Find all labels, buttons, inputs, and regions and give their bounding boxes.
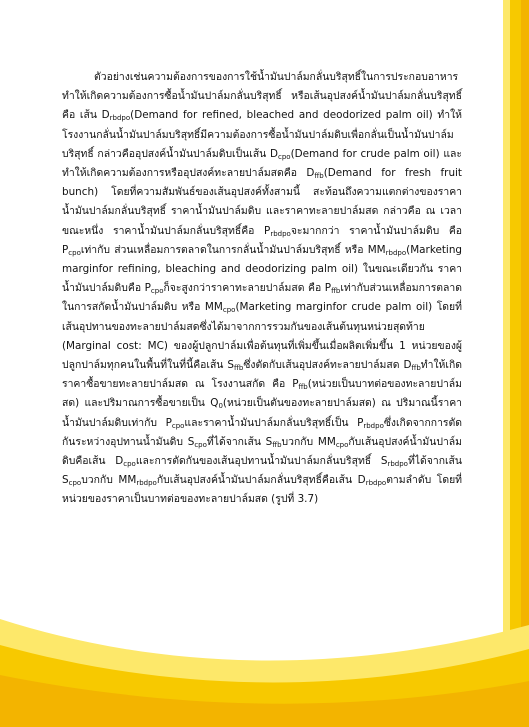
subscript: cpo — [68, 248, 81, 257]
subscript: rbdpo — [387, 460, 408, 469]
subscript: 0 — [218, 402, 223, 411]
text-run: (หน่วยเป็นบาทต่อของทะลายปาล์มสด) และปริมาณการซื้อขายเป็น Q — [62, 378, 462, 410]
subscript: ffb — [272, 440, 282, 449]
subscript: cpo — [150, 287, 164, 296]
text-run: ทำให้เกิดราคาซื้อขายทะลายปาล์มสด ณ โรงงานสกัด คือ P — [62, 359, 462, 391]
subscript: rbdpo — [385, 248, 407, 257]
subscript: ffb — [314, 172, 324, 181]
text-run: กับเส้นอุปสงค์น้ำมันปาล์มดิบคือเส้น D — [62, 435, 463, 468]
text-run: จะมากกว่า ราคาน้ำมันปาล์มดิบ คือ P — [62, 224, 463, 256]
text-run: และการตัดกันของเส้นอุปทานน้ำมันปาล์มกลั่นบริสุทธิ์ S — [135, 455, 388, 468]
text-run: (หน่วยเป็นตันของทะลายปาล์มสด) ณ ปริมาณนี้ราคาน้ำมันปาล์มดิบเท่ากับ P — [62, 397, 462, 429]
text-run: ที่ได้จากเส้น S — [206, 435, 273, 448]
text-run: ที่ได้จากเส้น S — [62, 455, 462, 487]
text-run: บวกกับ MM — [81, 474, 137, 487]
text-run: (Marketing marginfor crude palm oil) โดยที่เส้นอุปทานของทะลายปาล์มสดซึ่งได้มาจากการรวมกันของเส้นต้นทุนหน่วยสุดท้าย (Marginal cost: MC) ของผู้ปลูกปาล์มเพื่อต้นทุนที่เพิ่มขึ้นเมื่อผลิตเพิ่มขึ้น 1 หน่วยของผู้ปลูกปาล์มทุกคนในพื้นที่ในที่นี้คือเส้น S — [62, 301, 462, 372]
subscript: ffb — [331, 287, 341, 296]
text-run: บวกกับ MM — [281, 435, 336, 448]
subscript: rbdpo — [363, 421, 384, 430]
subscript: cpo — [222, 306, 236, 315]
text-run: (Demand for refined, bleached and deodorized palm oil) ทำให้โรงงานกลั่นน้ำมันปาล์มบริสุทธิ์มีความต้องการซื้อน้ำมันปาล์มดิบเพื่อกลั่นเป็นน้ำมันปาล์มบริสุทธิ์ กล่าวคืออุปสงค์น้ำมันปาล์มดิบเป็นเส้น D — [62, 109, 462, 160]
text-run: ซึ่งตัดกับเส้นอุปสงค์ทะลายปาล์มสด D — [243, 359, 412, 372]
body-text — [62, 68, 462, 510]
bottom-wave-decoration — [0, 597, 529, 727]
subscript: cpo — [123, 460, 136, 469]
subscript: rbdpo — [270, 229, 291, 238]
text-run: ก็จะสูงกว่าราคาทะลายปาล์มสด คือ P — [163, 282, 332, 295]
text-run: เท่ากับ ส่วนเหลื่อมการตลาดในการกลั่นน้ำมันปาล์มบริสุทธิ์ หรือ MM — [80, 243, 386, 256]
text-run: (Demand for crude palm oil) และทำให้เกิดความต้องการหรืออุปสงค์ทะลายปาล์มสดคือ D — [62, 147, 462, 180]
text-run: กับเส้นอุปสงค์น้ำมันปาล์มกลั่นบริสุทธิ์คือเส้น D — [156, 474, 366, 487]
subscript: cpo — [335, 440, 349, 449]
subscript: rbdpo — [136, 479, 157, 488]
text-run: และราคาน้ำมันปาล์มกลั่นบริสุทธิ์เป็น P — [184, 416, 364, 429]
subscript: ffb — [411, 364, 421, 373]
text-run: (Demand for fresh fruit bunch) โดยที่ความสัมพันธ์ของเส้นอุปสงค์ทั้งสามนี้ สะท้อนถึงความแตกต่างของราคาน้ำมันปาล์มกลั่นบริสุทธิ์ ราคาน้ำมันปาล์มดิบ และราคาทะลายปาล์มสด กล่าวคือ ณ เวลาขณะหนึ่ง ราคาน้ำมันปาล์มกลั่นบริสุทธิ์คือ P — [62, 167, 462, 237]
text-run: (Marketing marginfor refining, bleaching and deodorizing palm oil) ในขณะเดียวกัน ราคาน้ำมันปาล์มดิบคือ P — [62, 243, 462, 295]
subscript: rbdpo — [365, 479, 387, 488]
text-run: เท่ากับส่วนเหลื่อมการตลาดในการสกัดน้ำมันปาล์มดิบ หรือ MM — [62, 282, 463, 314]
text-run: ซึ่งเกิดจากการตัดกันระหว่างอุปทานน้ำมันดิบ S — [62, 416, 462, 448]
subscript: cpo — [194, 440, 207, 449]
text-run: ตัวอย่างเช่นความต้องการของการใช้น้ำมันปาล์มกลั่นบริสุทธิ์ในการประกอบอาหาร ทำให้เกิดความต้องการซื้อน้ำมันปาล์มกลั่นบริสุทธิ์ หรือเส้นอุปสงค์น้ำมันปาล์มกลั่นบริสุทธิ์ คือ เส้น D — [62, 71, 462, 122]
subscript: ffb — [298, 383, 308, 392]
subscript: ffb — [234, 364, 244, 373]
text-run: ตามลำดับ โดยที่หน่วยของราคาเป็นบาทต่อของทะลายปาล์มสด (รูปที่ 3.7) — [62, 474, 463, 506]
subscript: cpo — [68, 479, 82, 488]
subscript: cpo — [171, 421, 185, 430]
subscript: cpo — [278, 152, 291, 161]
subscript: rbdpo — [109, 114, 131, 123]
paragraph — [62, 68, 462, 510]
